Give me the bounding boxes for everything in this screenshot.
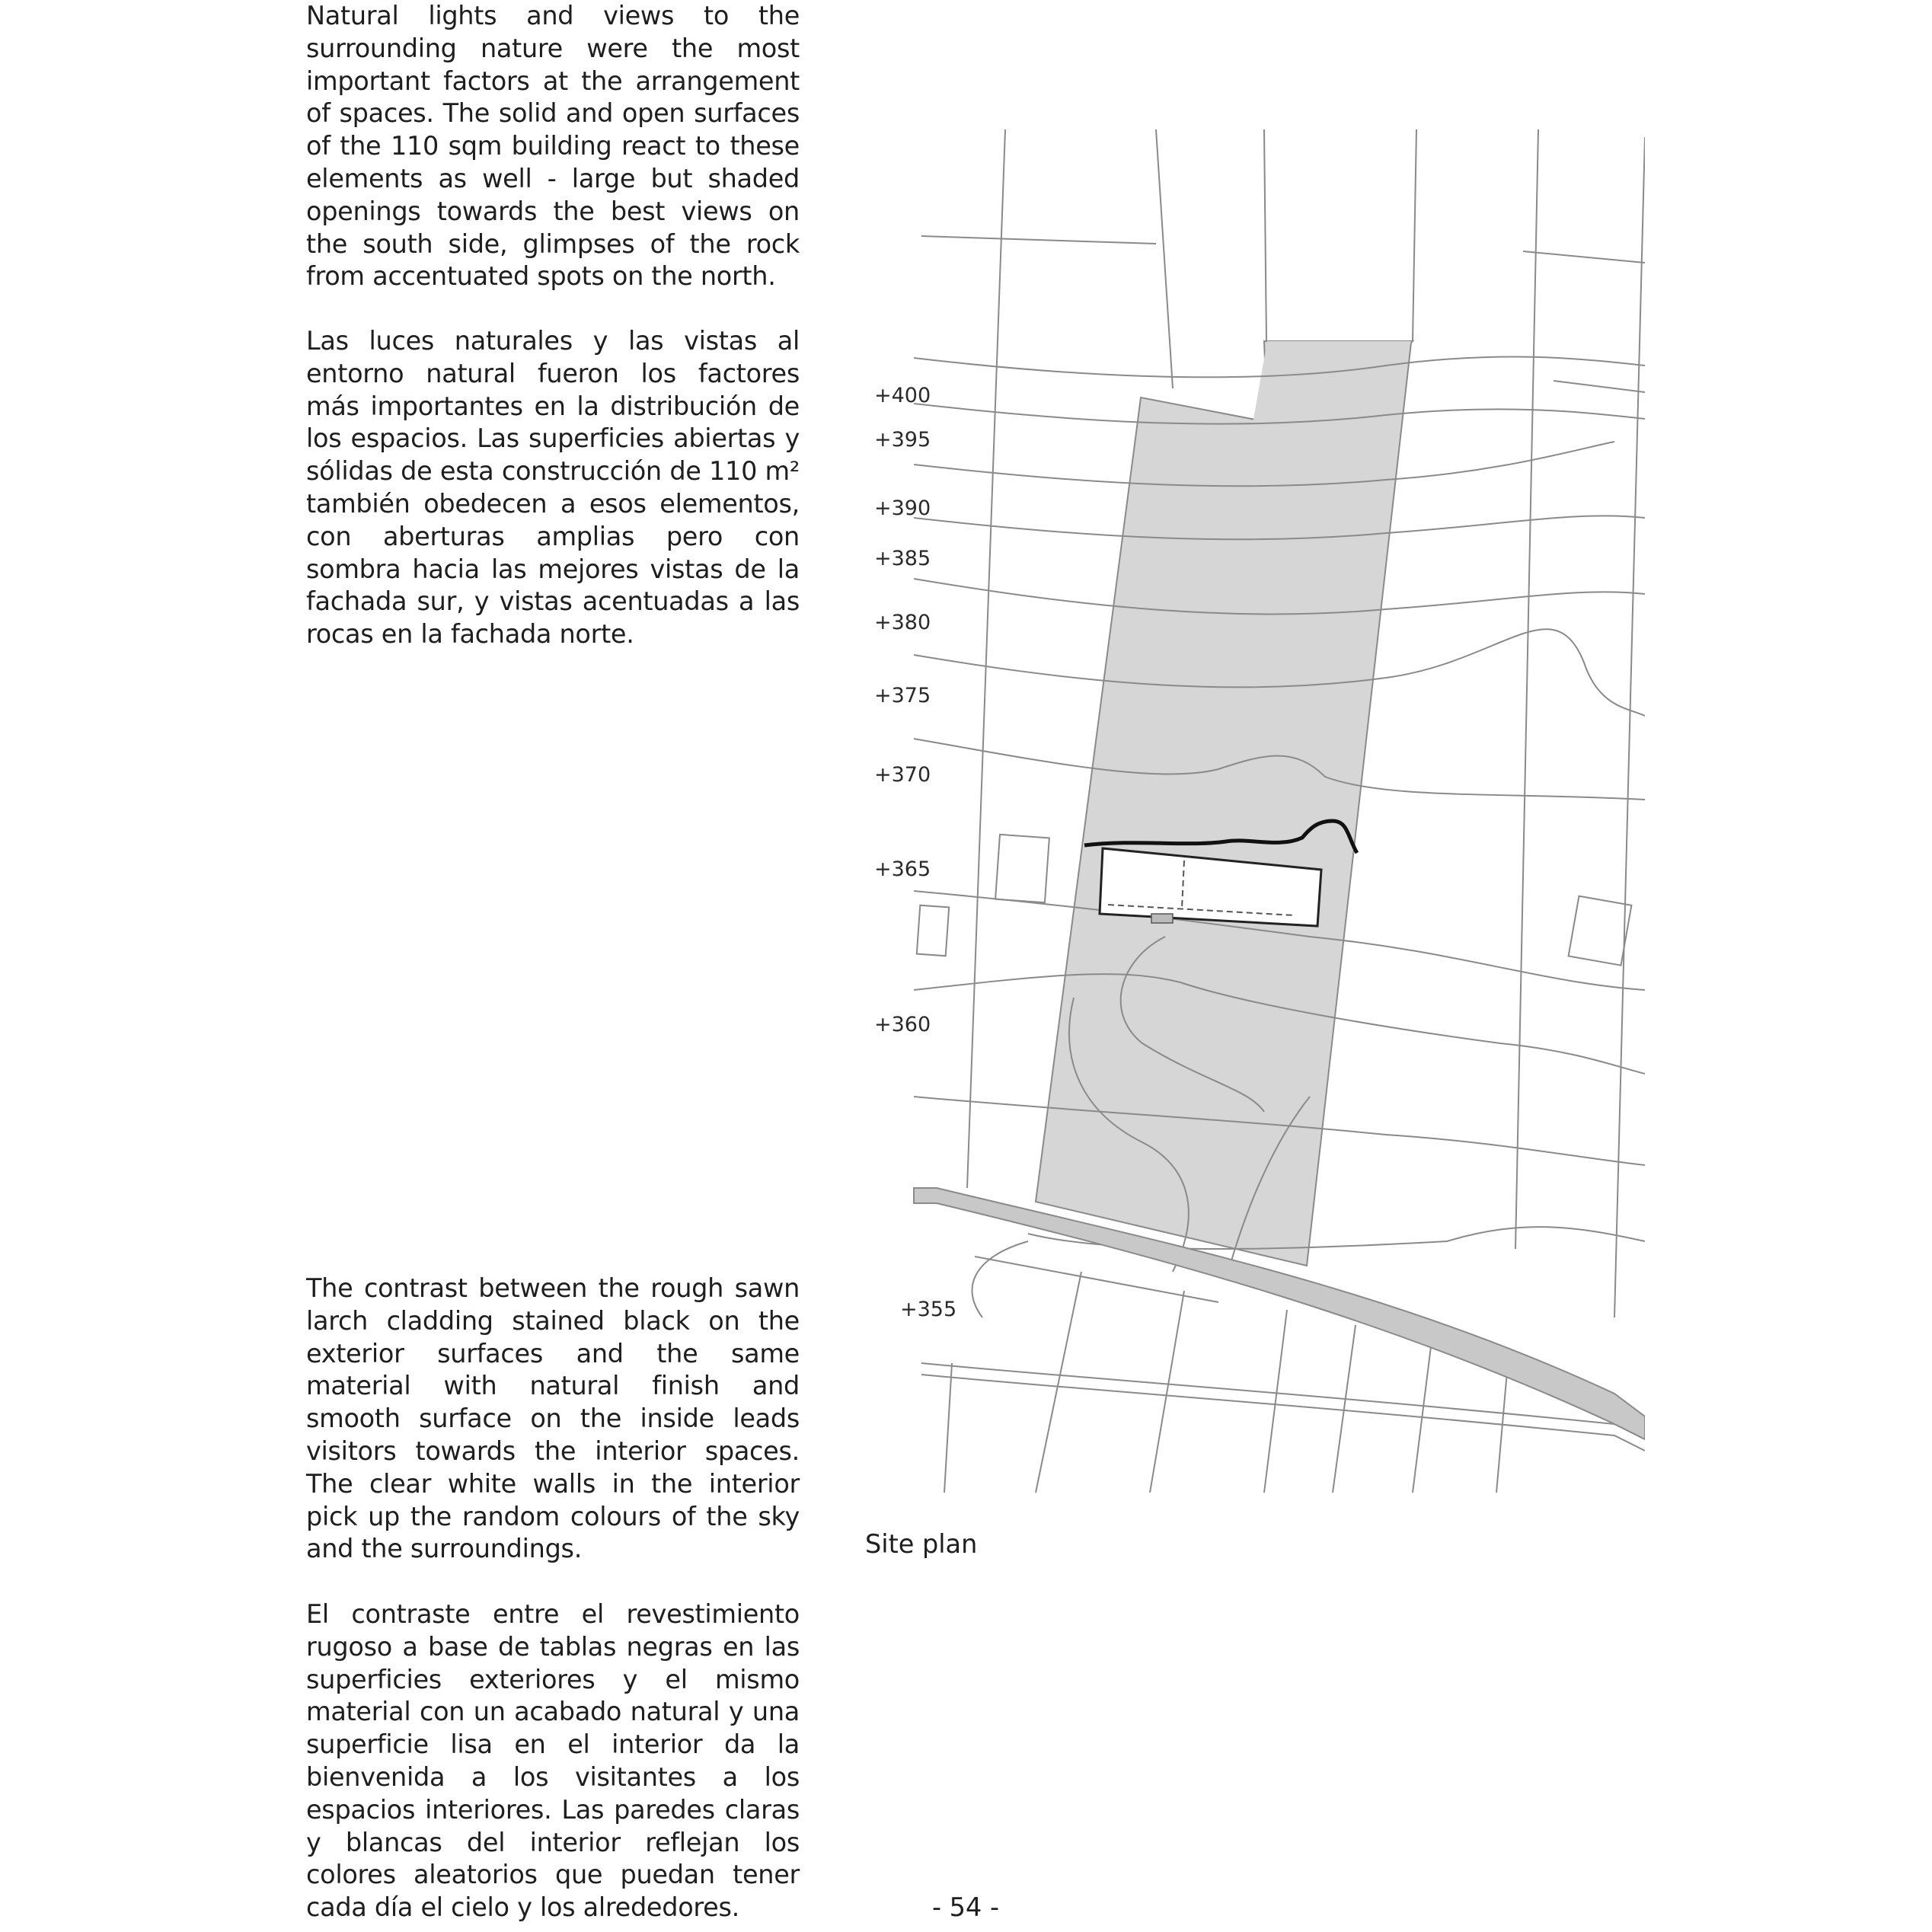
paragraph-spanish-2: El contraste entre el revestimiento rugoso a base de tablas negras en las superficies exteriores y el mismo material con un acabado natural y una superficie lisa en el interior da la bienvenida a los visitantes a los espacios interiores. Las paredes claras y blancas del interior reflejan los colores aleatorios que puedan tener cada día el cielo y los alrededores.: [306, 1599, 800, 1923]
elevation-label-370: +370: [874, 763, 931, 787]
elevation-label-380: +380: [874, 611, 931, 634]
paragraph-english-2: The contrast between the rough sawn larch cladding stained black on the exterior surfaces and the same material with natural finish and smooth surface on the inside leads visitors towards the interior spaces. The clear white walls in the interior pick up the random colours of the sky and the surroundings.: [306, 1273, 800, 1564]
elevation-label-360: +360: [874, 1013, 931, 1036]
elevation-label-355: +355: [900, 1298, 957, 1321]
elevation-label-365: +365: [874, 857, 931, 881]
paragraph-spanish-1: Las luces naturales y las vistas al entorno natural fueron los factores más importantes en la distribución de los espacios. Las superficies abiertas y sólidas de esta construcción de 110 m² también obedecen a esos elementos, con aberturas amplias pero con sombra hacia las mejores vistas de la fachada sur, y vistas acentuadas a las rocas en la fachada norte.: [306, 326, 800, 650]
elevation-label-375: +375: [874, 684, 931, 707]
elevation-label-390: +390: [874, 497, 931, 520]
elevation-label-385: +385: [874, 547, 931, 570]
figure-caption: Site plan: [865, 1529, 978, 1559]
page-number: - 54 -: [931, 1892, 1000, 1922]
elevation-label-395: +395: [874, 428, 931, 452]
paragraph-english-1: Natural lights and views to the surrounding nature were the most important factors at the arrangement of spaces. The solid and open surfaces of the 110 sqm building react to these elements as well - large but shaded openings towards the best views on the south side, glimpses of the rock from accentuated spots on the north.: [306, 1, 800, 292]
elevation-label-400: +400: [874, 384, 931, 407]
site-plan-drawing: [853, 129, 1645, 1515]
